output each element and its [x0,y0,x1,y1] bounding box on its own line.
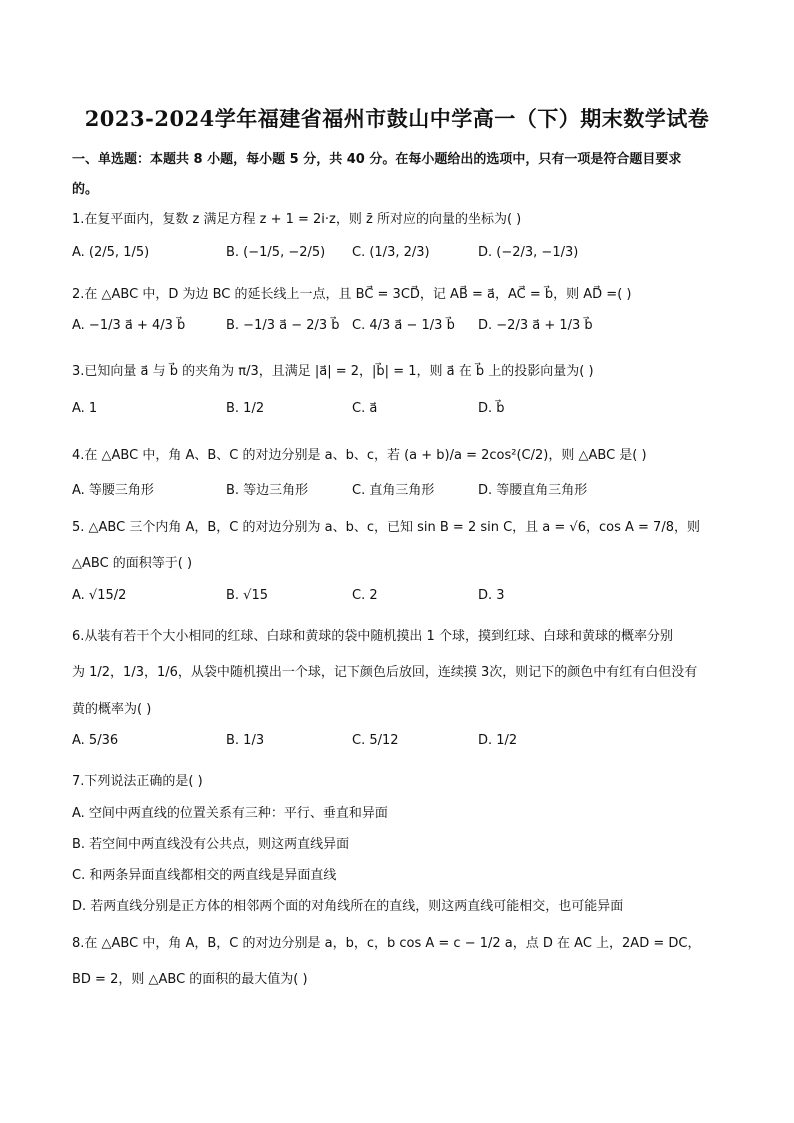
page-title: 2023-2024学年福建省福州市鼓山中学高一（下）期末数学试卷 [84,106,710,131]
option-d: D. 3 [478,588,505,603]
option-a: A. √15/2 [72,588,127,603]
section-heading-cont: 的。 [72,182,99,197]
question-3: 3.已知向量 a⃗ 与 b⃗ 的夹角为 π/3，且满足 |a⃗| = 2，|b⃗| = 1，则 a⃗ 在 b⃗ 上的投影向量为( ) [72,364,594,379]
option-b: B. 若空间中两直线没有公共点，则这两直线异面 [72,837,350,852]
question-4: 4.在 △ABC 中，角 A、B、C 的对边分别是 a、b、c，若 (a + b)/a = 2cos²(C/2)，则 △ABC 是( ) [72,448,647,463]
section-heading: 一、单选题：本题共 8 小题，每小题 5 分，共 40 分。在每小题给出的选项中，只有一项是符合题目要求 [72,152,682,167]
option-b: B. 等边三角形 [226,483,309,498]
option-d: D. 等腰直角三角形 [478,483,588,498]
option-c: C. a⃗ [352,401,378,416]
option-a: A. 1 [72,401,98,416]
option-c: C. (1/3, 2/3) [352,245,430,260]
option-d: D. 1/2 [478,733,518,748]
question-7: 7.下列说法正确的是( ) [72,774,203,789]
option-c: C. 2 [352,588,378,603]
question-8: 8.在 △ABC 中，角 A，B，C 的对边分别是 a，b，c，b cos A = c − 1/2 a，点 D 在 AC 上，2AD = DC， [72,936,701,951]
question-2: 2.在 △ABC 中，D 为边 BC 的延长线上一点，且 BC⃗ = 3CD⃗，记 AB⃗ = a⃗，AC⃗ = b⃗，则 AD⃗ =( ) [72,287,632,302]
question-1: 1.在复平面内，复数 z 满足方程 z + 1 = 2i·z，则 z̄ 所对应的向量的坐标为( ) [72,212,522,227]
option-c: C. 直角三角形 [352,483,435,498]
option-b: B. 1/2 [226,401,265,416]
option-a: A. 空间中两直线的位置关系有三种：平行、垂直和异面 [72,806,388,821]
question-6-cont: 为 1/2，1/3，1/6，从袋中随机摸出一个球，记下颜色后放回，连续摸 3次，则记下的颜色中有红有白但没有 [72,665,698,680]
option-c: C. 4/3 a⃗ − 1/3 b⃗ [352,318,455,333]
option-b: B. −1/3 a⃗ − 2/3 b⃗ [226,318,340,333]
option-a: A. (2/5, 1/5) [72,245,150,260]
option-b: B. (−1/5, −2/5) [226,245,326,260]
question-5: 5. △ABC 三个内角 A，B，C 的对边分别为 a、b、c，已知 sin B = 2 sin C，且 a = √6，cos A = 7/8，则 [72,520,700,535]
question-6: 6.从装有若干个大小相同的红球、白球和黄球的袋中随机摸出 1 个球，摸到红球、白球和黄球的概率分别 [72,629,673,644]
option-a: A. −1/3 a⃗ + 4/3 b⃗ [72,318,186,333]
option-d: D. −2/3 a⃗ + 1/3 b⃗ [478,318,593,333]
option-b: B. 1/3 [226,733,265,748]
option-c: C. 5/12 [352,733,399,748]
question-5-cont: △ABC 的面积等于( ) [72,556,193,571]
option-a: A. 等腰三角形 [72,483,154,498]
option-a: A. 5/36 [72,733,119,748]
question-6-cont2: 黄的概率为( ) [72,702,152,717]
option-d: D. (−2/3, −1/3) [478,245,579,260]
question-8-cont: BD = 2，则 △ABC 的面积的最大值为( ) [72,972,308,987]
option-c: C. 和两条异面直线都相交的两直线是异面直线 [72,868,337,883]
option-b: B. √15 [226,588,269,603]
option-d: D. 若两直线分别是正方体的相邻两个面的对角线所在的直线，则这两直线可能相交，也可能异面 [72,899,624,914]
option-d: D. b⃗ [478,401,505,416]
